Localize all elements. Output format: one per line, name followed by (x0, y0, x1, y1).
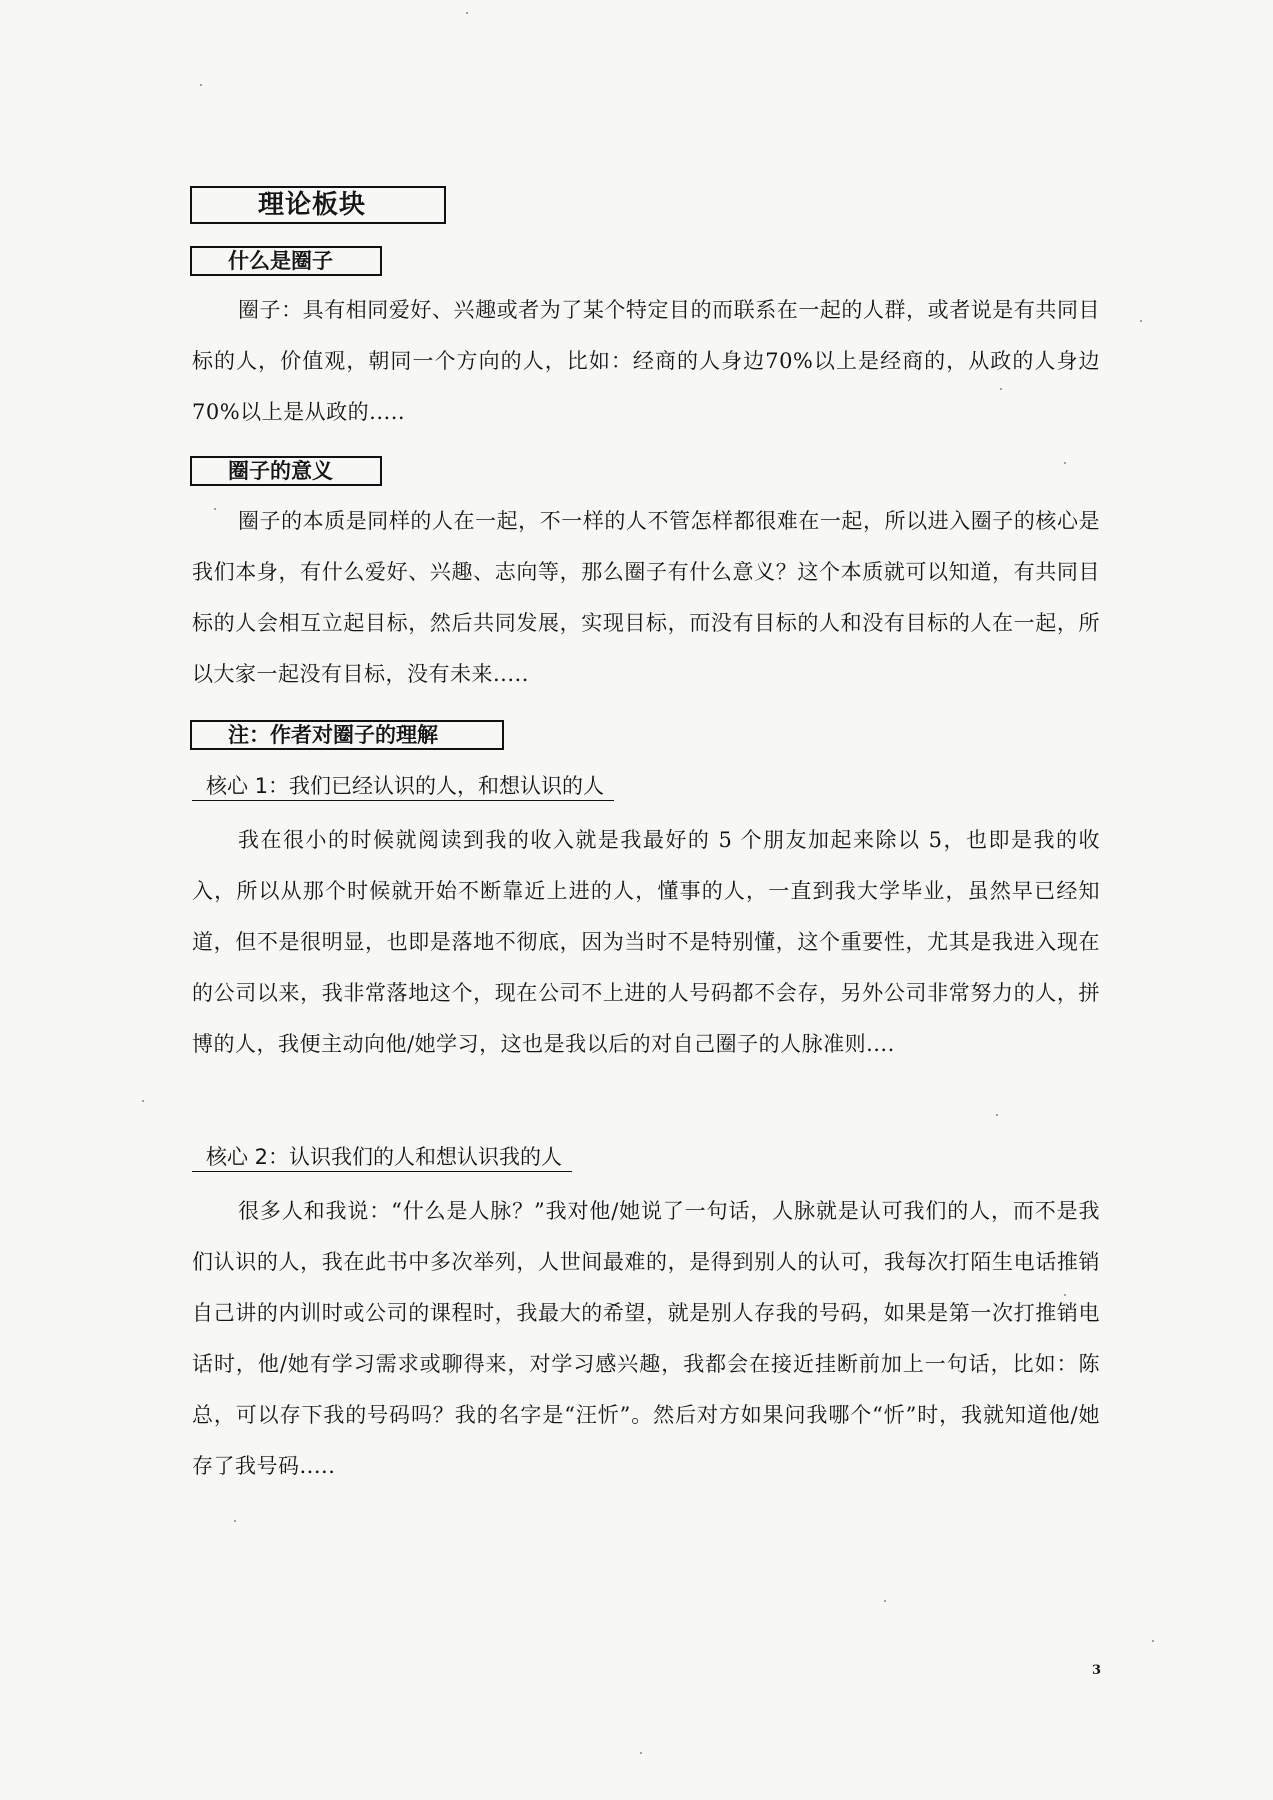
scan-speck (1064, 462, 1066, 464)
heading-author-note: 注：作者对圈子的理解 (190, 720, 504, 750)
scan-speck (996, 1114, 998, 1116)
scan-speck (1152, 1640, 1154, 1642)
core-2-title: 核心 2：认识我们的人和想认识我的人 (192, 1143, 572, 1172)
scan-speck (200, 84, 202, 86)
scan-speck (1140, 320, 1142, 322)
page-number: 3 (1092, 1663, 1102, 1678)
scan-speck (640, 1752, 642, 1754)
paragraph-core-2: 很多人和我说：“什么是人脉？”我对他/她说了一句话，人脉就是认可我们的人，而不是我们认识的人，我在此书中多次举列，人世间最难的，是得到别人的认可，我每次打陌生电话推销自己讲的内训时或公司的课程时，我最大的希望，就是别人存我的号码，如果是第一次打推销电话时，他/她有学习需求或聊得来，对学习感兴趣，我都会在接近挂断前加上一句话，比如：陈总，可以存下我的号码吗？我的名字是“汪忻”。然后对方如果问我哪个“忻”时，我就知道他/她存了我号码..... (192, 1199, 1100, 1478)
paragraph-what-is-circle: 圈子：具有相同爱好、兴趣或者为了某个特定目的而联系在一起的人群，或者说是有共同目标的人，价值观，朝同一个方向的人，比如：经商的人身边70%以上是经商的，从政的人身边70%以上是从政的..... (192, 298, 1100, 424)
paragraph-core-1: 我在很小的时候就阅读到我的收入就是我最好的 5 个朋友加起来除以 5，也即是我的收入，所以从那个时候就开始不断靠近上进的人，懂事的人，一直到我大学毕业，虽然早已经知道，但不是很明显，也即是落地不彻底，因为当时不是特别懂，这个重要性，尤其是我进入现在的公司以来，我非常落地这个，现在公司不上进的人号码都不会存，另外公司非常努力的人，拼博的人，我便主动向他/她学习，这也是我以后的对自己圈子的人脉准则.... (192, 828, 1100, 1056)
scan-speck (142, 1100, 144, 1102)
scan-speck (234, 1520, 236, 1522)
core-1-title: 核心 1：我们已经认识的人，和想认识的人 (192, 772, 614, 801)
scan-speck (884, 1600, 886, 1602)
section-title-box: 理论板块 (190, 186, 446, 224)
heading-circle-meaning: 圈子的意义 (190, 456, 382, 486)
paragraph-circle-meaning: 圈子的本质是同样的人在一起，不一样的人不管怎样都很难在一起，所以进入圈子的核心是我们本身，有什么爱好、兴趣、志向等，那么圈子有什么意义？这个本质就可以知道，有共同目标的人会相互立起目标，然后共同发展，实现目标，而没有目标的人和没有目标的人在一起，所以大家一起没有目标，没有未来..... (192, 509, 1100, 686)
scan-speck (466, 12, 468, 14)
heading-what-is-circle: 什么是圈子 (190, 246, 382, 276)
